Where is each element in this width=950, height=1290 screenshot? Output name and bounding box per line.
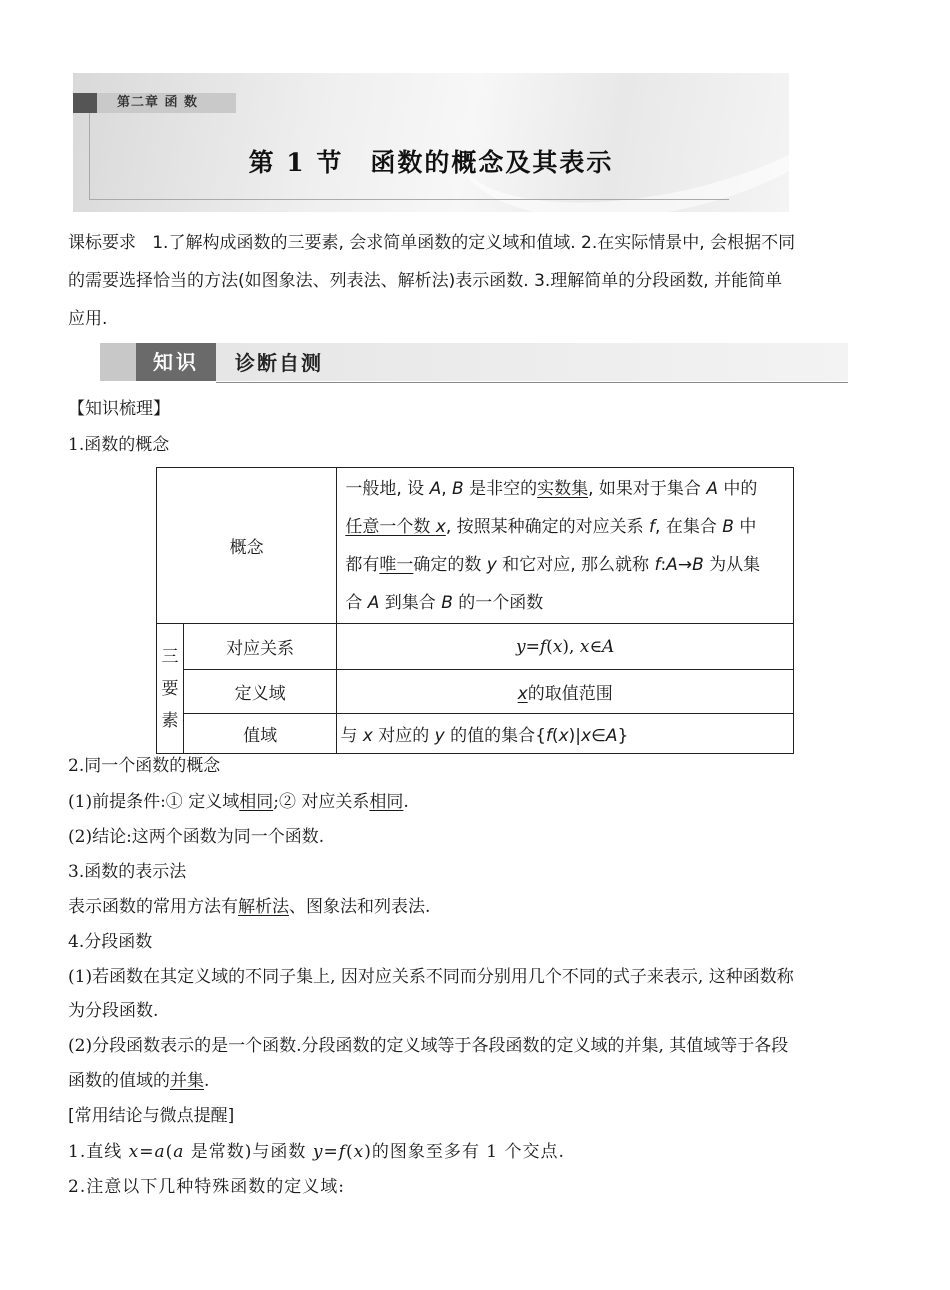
item2-heading: 2.同一个函数的概念 (68, 756, 221, 776)
chapter-label: 第二章 函 数 (117, 95, 199, 110)
banner-frame-bottom (89, 199, 729, 200)
domain-label: 定义域 (184, 670, 337, 714)
standard-line-3: 应用. (68, 309, 108, 329)
item4-p2-line1: (2)分段函数表示的是一个函数.分段函数的定义域等于各段函数的定义域的并集, 其值域等于各段 (68, 1036, 789, 1056)
knowledge-tag: 知识 (136, 343, 216, 381)
mapping-label: 对应关系 (184, 624, 337, 670)
tips-heading: [常用结论与微点提醒] (68, 1106, 235, 1126)
review-heading: 【知识梳理】 (68, 399, 170, 419)
three-elements-label: 三 要 素 (157, 624, 184, 754)
concept-definition (337, 468, 794, 624)
item2-conclusion: (2)结论:这两个函数为同一个函数. (68, 827, 325, 847)
item4-p1-line1: (1)若函数在其定义域的不同子集上, 因对应关系不同而分别用几个不同的式子来表示, 这种函数称 (68, 967, 794, 987)
item1-heading: 1.函数的概念 (68, 435, 170, 455)
standard-text-1: 1.了解构成函数的三要素, 会求简单函数的定义域和值域. 2.在实际情景中, 会根据不同 (152, 233, 796, 253)
item4-heading: 4.分段函数 (68, 932, 153, 952)
standard-line-2: 的需要选择恰当的方法(如图象法、列表法、解析法)表示函数. 3.理解简单的分段函数, 并能简单 (68, 271, 783, 291)
standard-line-1 (68, 224, 795, 262)
range-value: 与 x 对应的 y 的值的集合{f(x)|x∈A} (337, 714, 794, 754)
section-title: 第 1 节 函数的概念及其表示 (248, 148, 614, 177)
section-banner (73, 73, 789, 212)
mapping-value: y=f(x), x∈A (337, 624, 794, 670)
tip-1: 1.直线 x=a(a 是常数)与函数 y=f(x)的图象至多有 1 个交点. (68, 1142, 565, 1162)
definition-line-2: 任意一个数 x, 按照某种确定的对应关系 f, 在集合 B 中 (345, 516, 757, 537)
item3-text: 表示函数的常用方法有解析法、图象法和列表法. (68, 897, 431, 917)
chapter-mark (73, 93, 97, 113)
definition-line-4: 合 A 到集合 B 的一个函数 (345, 592, 544, 613)
knowledge-title: 诊断自测 (235, 351, 323, 375)
table-row-mapping (157, 624, 794, 670)
tip-2: 2.注意以下几种特殊函数的定义域: (68, 1177, 345, 1197)
table-row-range (157, 714, 794, 754)
standard-label: 课标要求 (68, 233, 136, 253)
function-concept-table (156, 467, 794, 754)
definition-line-3: 都有唯一确定的数 y 和它对应, 那么就称 f:A→B 为从集 (345, 554, 761, 575)
table-row-domain (157, 670, 794, 714)
concept-label: 概念 (157, 468, 337, 624)
knowledge-header (100, 343, 850, 383)
range-label: 值域 (184, 714, 337, 754)
item4-p2-line2: 函数的值域的并集. (68, 1071, 210, 1091)
item4-p1-line2: 为分段函数. (68, 1001, 159, 1021)
item2-premise: (1)前提条件:① 定义域相同;② 对应关系相同. (68, 792, 409, 812)
definition-line-1: 一般地, 设 A, B 是非空的实数集, 如果对于集合 A 中的 (345, 478, 758, 499)
table-row-concept (157, 468, 794, 624)
item3-heading: 3.函数的表示法 (68, 862, 187, 882)
domain-value: x的取值范围 (337, 670, 794, 714)
